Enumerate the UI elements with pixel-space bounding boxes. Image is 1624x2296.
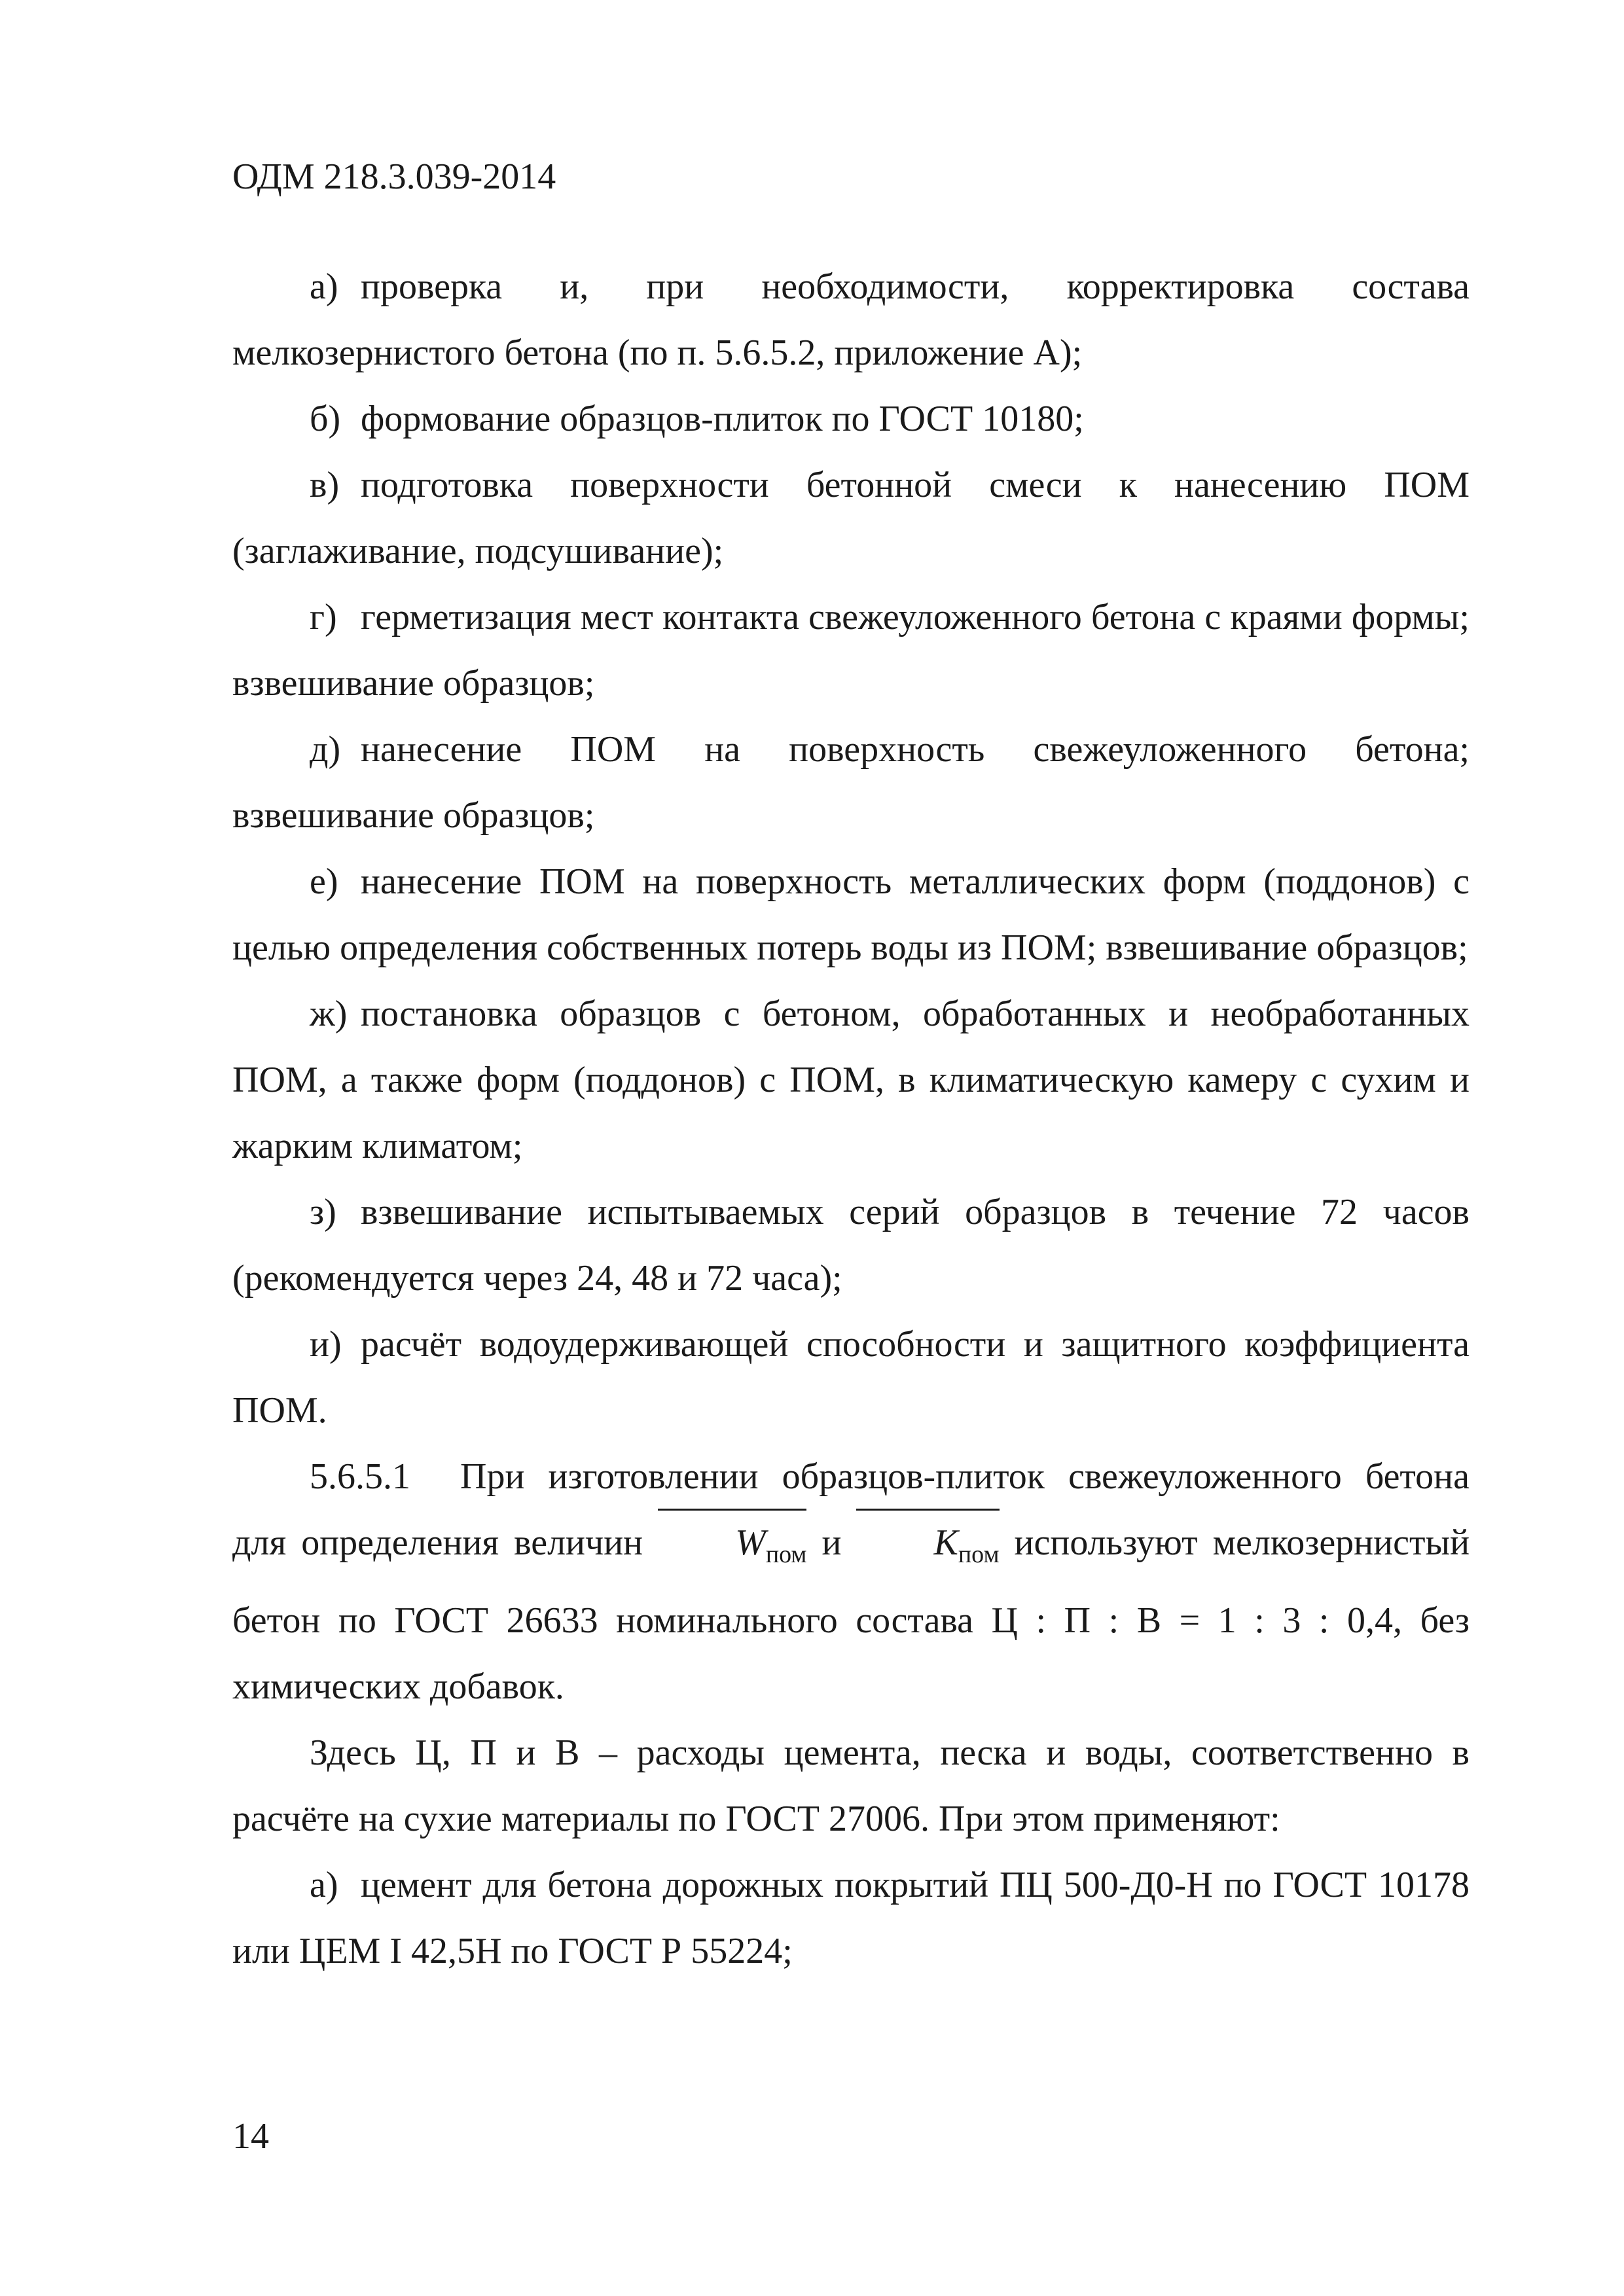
list-item-label: в): [310, 465, 340, 505]
formula-symbol-subscript: пом: [958, 1541, 1000, 1568]
document-body: [232, 254, 1470, 1984]
clause-paragraph: [232, 1444, 1470, 1720]
clause-number: 5.6.5.1: [310, 1456, 410, 1497]
list-item-text: подготовка поверхности бетонной смеси к нанесению ПОМ (заглаживание, подсушивание);: [232, 465, 1470, 571]
list-item: [232, 1179, 1470, 1312]
clause-text-before: При изготовлении образцов-плиток свежеуложенного бетона для определения величин: [232, 1456, 1470, 1563]
formula-symbol-base: W: [735, 1522, 766, 1563]
list-item: [232, 1312, 1470, 1444]
list-item-text: нанесение ПОМ на поверхность свежеуложенного бетона; взвешивание образцов;: [232, 729, 1470, 836]
list-item-label: з): [310, 1192, 336, 1232]
list-item: [232, 849, 1470, 981]
list-item-text: нанесение ПОМ на поверхность металлических форм (поддонов) с целью определения собственных потерь воды из ПОМ; взвешивание образцов;: [232, 861, 1470, 968]
list-item-label: а): [310, 1865, 338, 1905]
list-item-label: д): [310, 729, 341, 770]
note-paragraph: Здесь Ц, П и В – расходы цемента, песка и воды, соответственно в расчёте на сухие материалы по ГОСТ 27006. При этом применяют:: [232, 1732, 1470, 1839]
list-item-text: формование образцов-плиток по ГОСТ 10180;: [361, 399, 1084, 439]
formula-symbol-k: [856, 1510, 999, 1588]
page-number: 14: [232, 2116, 269, 2157]
overline: [856, 1509, 999, 1511]
list-item-text: цемент для бетона дорожных покрытий ПЦ 500-Д0-Н по ГОСТ 10178 или ЦЕМ I 42,5Н по ГОСТ Р 55224;: [232, 1865, 1470, 1971]
clause-text-after: используют мелкозернистый бетон по ГОСТ 26633 номинального состава Ц : П : В = 1 : 3 : 0,4, без химических добавок.: [232, 1522, 1470, 1707]
clause-conjunction: и: [821, 1522, 842, 1563]
document-code: ОДМ 218.3.039-2014: [232, 156, 556, 197]
list-item: [232, 452, 1470, 584]
list-item: [232, 717, 1470, 849]
list-item-text: проверка и, при необходимости, корректировка состава мелкозернистого бетона (по п. 5.6.5.2, приложение А);: [232, 266, 1470, 373]
list-item-text: расчёт водоудерживающей способности и защитного коэффициента ПОМ.: [232, 1324, 1470, 1431]
list-item-label: б): [310, 399, 341, 439]
list-item: [232, 1852, 1470, 1984]
list-item-label: а): [310, 266, 338, 307]
formula-symbol-base: K: [933, 1522, 958, 1563]
overline: [658, 1509, 806, 1511]
list-item: [232, 584, 1470, 717]
list-item-text: постановка образцов с бетоном, обработанных и необработанных ПОМ, а также форм (поддонов) с ПОМ, в климатическую камеру с сухим и жарким климатом;: [232, 994, 1470, 1166]
list-item-text: герметизация мест контакта свежеуложенного бетона с краями формы; взвешивание образцов;: [232, 597, 1470, 704]
list-item: [232, 386, 1470, 452]
list-item-label: е): [310, 861, 338, 902]
list-item-label: г): [310, 597, 337, 637]
list-item-label: и): [310, 1324, 342, 1365]
list-item-label: ж): [310, 994, 348, 1034]
formula-symbol-subscript: пом: [765, 1541, 807, 1568]
list-item-text: взвешивание испытываемых серий образцов в течение 72 часов (рекомендуется через 24, 48 и 72 часа);: [232, 1192, 1470, 1299]
formula-symbol-w: [658, 1510, 806, 1588]
list-item: [232, 981, 1470, 1179]
list-item: [232, 254, 1470, 386]
